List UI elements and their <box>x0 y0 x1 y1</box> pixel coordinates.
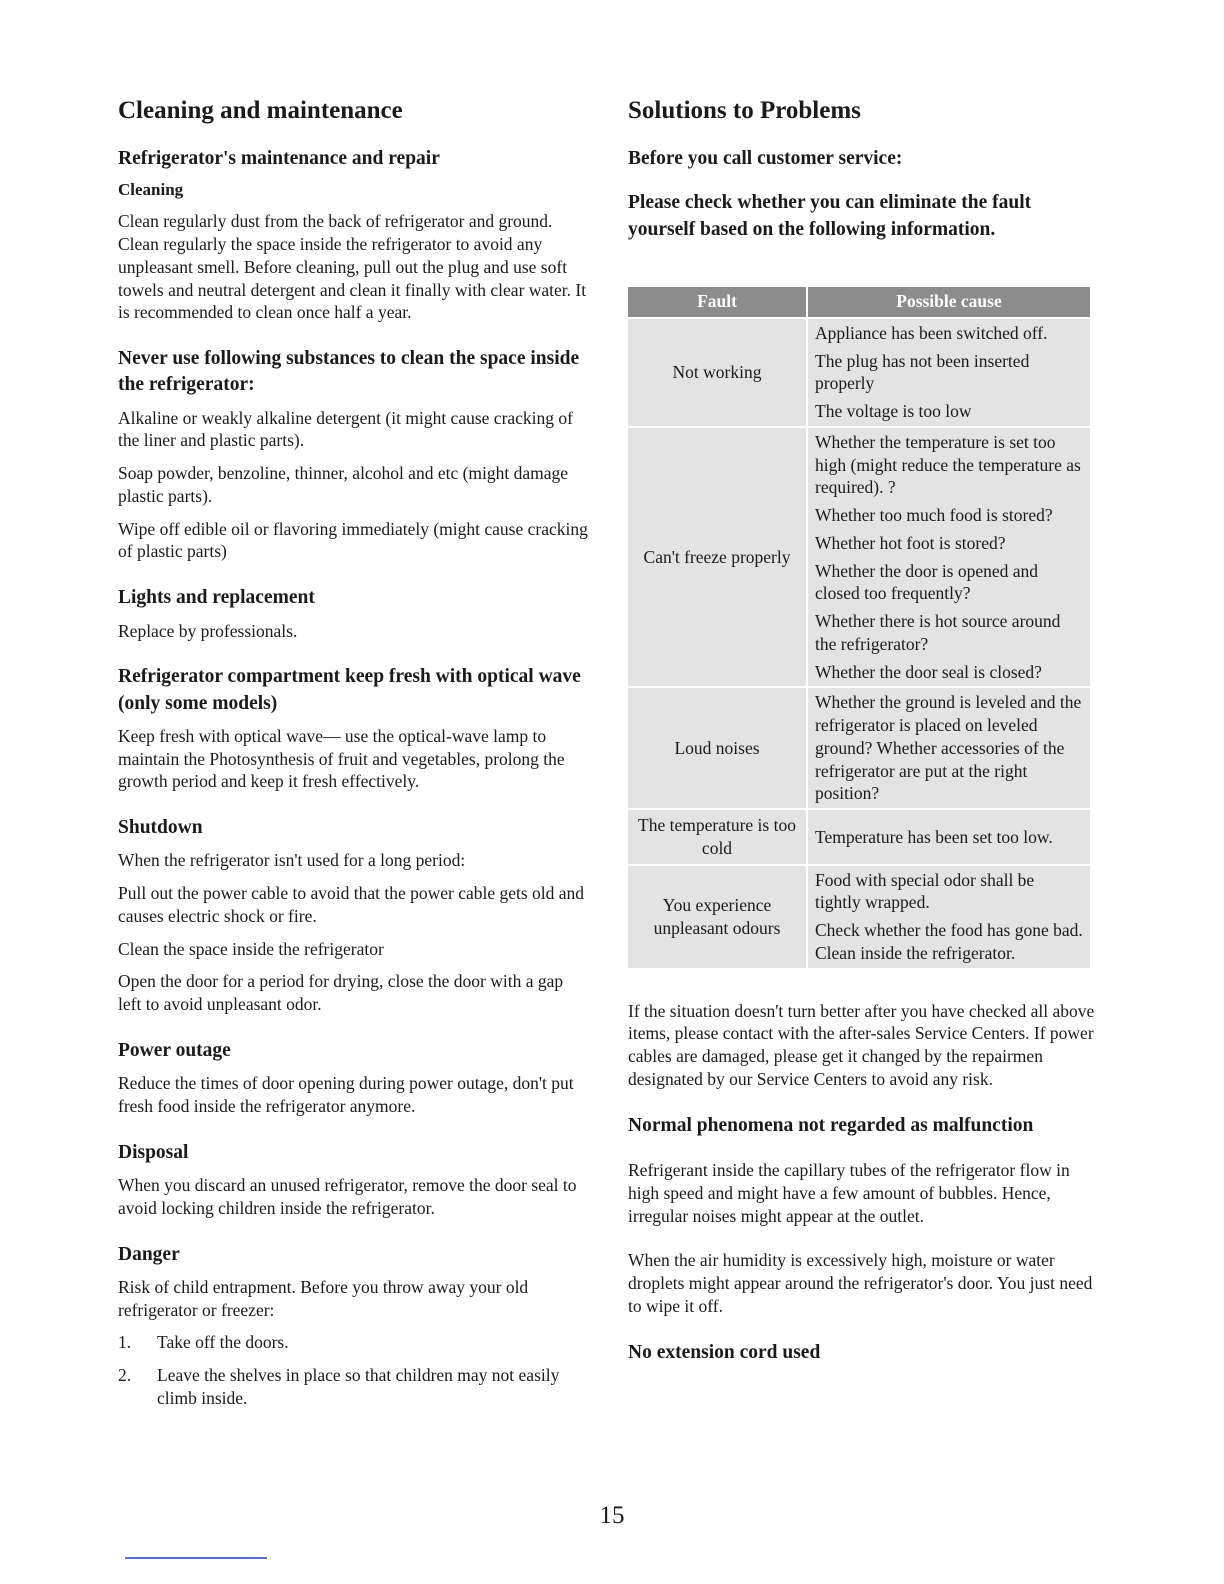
shutdown-heading: Shutdown <box>118 817 203 839</box>
humidity-paragraph: When the air humidity is excessively high, moisture or water droplets might appear around the refrigerator's door. You just need to wipe it off. <box>628 1250 1093 1316</box>
fault-cell: Loud noises <box>628 688 806 808</box>
table-row <box>628 319 1090 426</box>
extension-cord-heading: No extension cord used <box>628 1341 821 1363</box>
cause-item: Check whether the food has gone bad. Clean inside the refrigerator. <box>815 920 1083 963</box>
cause-item: Food with special odor shall be tightly wrapped. <box>815 869 1035 913</box>
shutdown-item: Pull out the power cable to avoid that the power cable gets old and causes electric shock or fire. <box>118 883 585 926</box>
cause-item: Whether the door is opened and closed too frequently? <box>815 560 1039 604</box>
fault-cell: Not working <box>628 319 806 426</box>
step-number: 2. <box>118 1365 132 1386</box>
optical-wave-paragraph: Keep fresh with optical wave— use the optical-wave lamp to maintain the Photosynthesis of fruit and vegetables, prolong the growth period and keep it fresh effectively. <box>118 725 565 792</box>
normal-phenomena-paragraph: Refrigerant inside the capillary tubes of the refrigerator flow in high speed and might have a few amount of bubbles. Hence, irregular noises might appear at the outlet. <box>628 1160 1070 1226</box>
cleaning-title: Cleaning and maintenance <box>118 97 403 124</box>
shutdown-item: When the refrigerator isn't used for a long period: <box>118 850 466 871</box>
danger-steps <box>118 1331 588 1409</box>
danger-heading: Danger <box>118 1243 180 1265</box>
table-row <box>628 810 1090 864</box>
right-column <box>628 96 1098 1374</box>
cause-item: The voltage is too low <box>815 401 972 422</box>
step-text: Take off the doors. <box>157 1332 289 1353</box>
never-item: Wipe off edible oil or flavoring immediately (might cause cracking of plastic parts) <box>118 518 588 562</box>
maintenance-heading: Refrigerator's maintenance and repair <box>118 148 440 169</box>
fault-cell: The temperature is too cold <box>628 810 806 864</box>
cause-item: Whether the door seal is closed? <box>815 661 1042 682</box>
shutdown-item: Open the door for a period for drying, close the door with a gap left to avoid unpleasant odor. <box>118 971 564 1015</box>
cause-item: Temperature has been set too low. <box>815 826 1053 847</box>
power-outage-heading: Power outage <box>118 1039 231 1061</box>
optical-wave-heading: Refrigerator compartment keep fresh with optical wave (only some models) <box>118 666 581 714</box>
shutdown-item: Clean the space inside the refrigerator <box>118 938 384 959</box>
cause-item: Appliance has been switched off. <box>815 322 1048 343</box>
disposal-heading: Disposal <box>118 1141 189 1163</box>
cause-item: Whether hot foot is stored? <box>815 532 1006 553</box>
cause-cell <box>808 688 1090 808</box>
never-use-heading: Never use following substances to clean the space inside the refrigerator: <box>118 348 580 396</box>
fault-column-header: Fault <box>628 287 806 317</box>
lights-paragraph: Replace by professionals. <box>118 620 298 641</box>
cause-item: The plug has not been inserted properly <box>815 350 1030 394</box>
never-item: Soap powder, benzoline, thinner, alcohol and etc (might damage plastic parts). <box>118 463 569 506</box>
table-row <box>628 428 1090 687</box>
disposal-paragraph: When you discard an unused refrigerator, remove the door seal to avoid locking children inside the refrigerator. <box>118 1175 577 1218</box>
left-column <box>118 96 588 1420</box>
table-row <box>628 688 1090 808</box>
table-header-row <box>628 287 1090 317</box>
cause-item: Whether too much food is stored? <box>815 505 1053 526</box>
list-item <box>118 1331 588 1354</box>
solutions-title: Solutions to Problems <box>628 97 861 124</box>
cause-column-header: Possible cause <box>808 287 1090 317</box>
check-heading: Please check whether you can eliminate the fault yourself based on the following information. <box>628 192 1032 240</box>
footer-divider <box>125 1557 267 1559</box>
cause-cell <box>808 810 1090 864</box>
table-row <box>628 866 1090 968</box>
before-call-heading: Before you call customer service: <box>628 148 903 169</box>
cause-item: Whether the ground is leveled and the refrigerator is placed on leveled ground? Whether accessories of the refrigerator are put at the right position? <box>815 692 1082 804</box>
fault-cell: Can't freeze properly <box>628 428 806 687</box>
cause-cell <box>808 428 1090 687</box>
lights-heading: Lights and replacement <box>118 587 315 609</box>
step-text: Leave the shelves in place so that children may not easily climb inside. <box>157 1365 560 1408</box>
cause-item: Whether there is hot source around the refrigerator? <box>815 611 1061 654</box>
normal-phenomena-heading: Normal phenomena not regarded as malfunction <box>628 1114 1034 1136</box>
cleaning-paragraph: Clean regularly dust from the back of refrigerator and ground. Clean regularly the space inside the refrigerator to avoid any unpleasant smell. Before cleaning, pull out the plug and use soft towels and neutral detergent and clean it finally with clear water. It is recommended to clean once half a year. <box>118 211 587 323</box>
cause-cell <box>808 319 1090 426</box>
never-item: Alkaline or weakly alkaline detergent (it might cause cracking of the liner and plastic parts). <box>118 407 573 451</box>
fault-cell: You experience unpleasant odours <box>628 866 806 968</box>
danger-paragraph: Risk of child entrapment. Before you throw away your old refrigerator or freezer: <box>118 1276 529 1320</box>
after-check-paragraph: If the situation doesn't turn better after you have checked all above items, please contact with the after-sales Service Centers. If power cables are damaged, please get it changed by the repairmen designated by our Service Centers to avoid any risk. <box>628 1000 1095 1089</box>
cause-cell <box>808 866 1090 968</box>
fault-table <box>626 285 1092 970</box>
page-number: 15 <box>599 1502 625 1529</box>
power-outage-paragraph: Reduce the times of door opening during power outage, don't put fresh food inside the refrigerator anymore. <box>118 1073 574 1116</box>
list-item <box>118 1364 588 1410</box>
cause-item: Whether the temperature is set too high (might reduce the temperature as required). ? <box>815 431 1081 498</box>
step-number: 1. <box>118 1332 132 1353</box>
cleaning-heading: Cleaning <box>118 180 184 200</box>
